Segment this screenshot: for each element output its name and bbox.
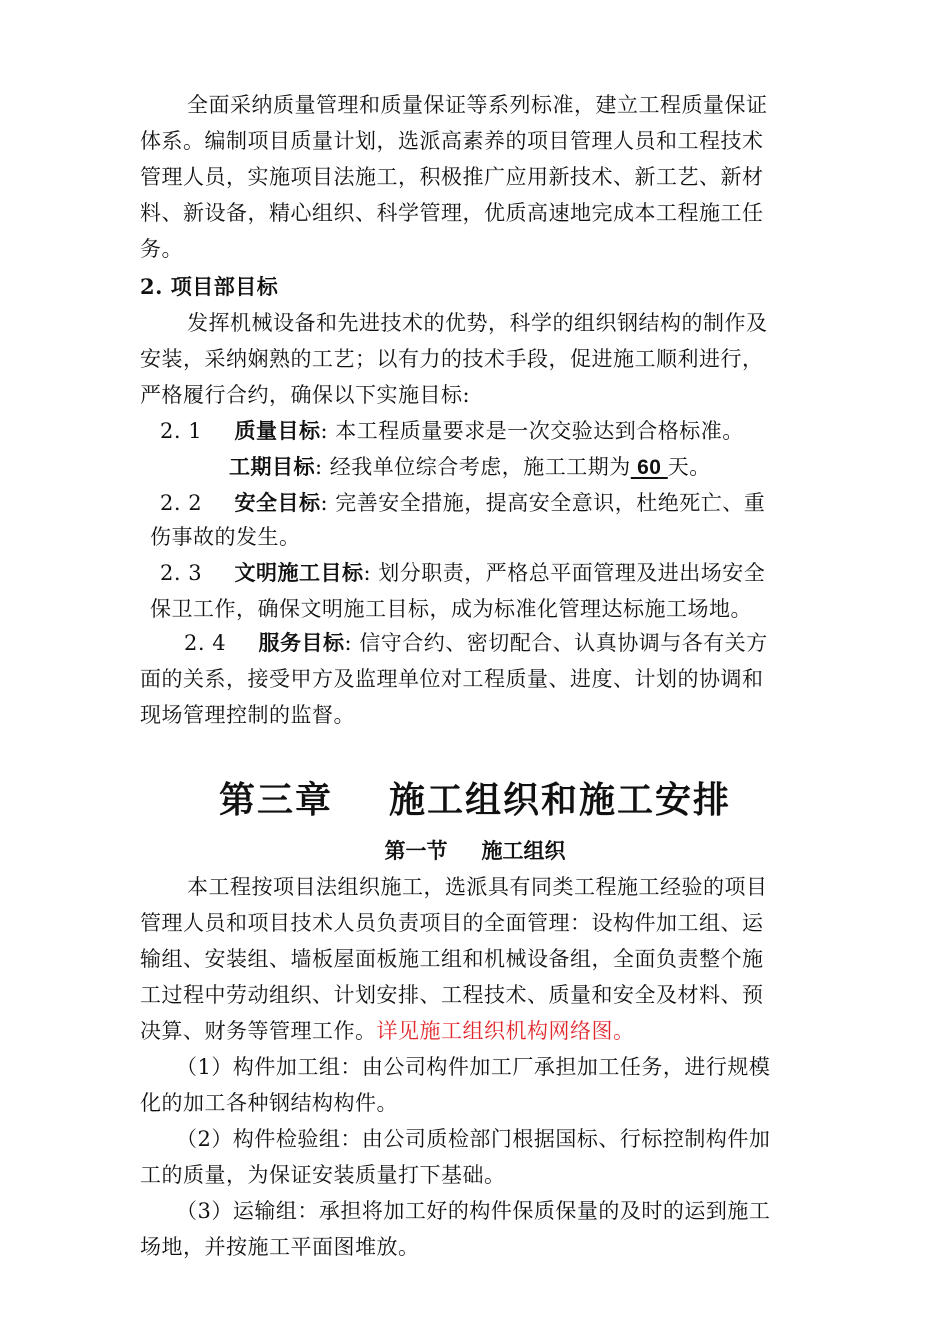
target-period: [229, 452, 711, 483]
target-label: 质量目标: [234, 418, 321, 443]
para3-line-2: 管理人员和项目技术人员负责项目的全面管理：设构件加工组、运: [140, 911, 764, 935]
target-text: 天。: [667, 455, 711, 479]
target-label: 工期目标: [229, 454, 315, 479]
para1-line-1: 全面采纳质量管理和质量保证等系列标准，建立工程质量保证: [187, 93, 768, 117]
chapter-name: 施工组织和施工安排: [389, 779, 732, 821]
heading-project-targets: 2. 项目部目标: [140, 274, 279, 299]
target-service-cont-1: 面的关系，接受甲方及监理单位对工程质量、进度、计划的协调和: [140, 667, 764, 691]
target-civilized: [160, 558, 765, 588]
item-inspection-line-1: （2）构件检验组：由公司质检部门根据国标、行标控制构件加: [176, 1127, 771, 1151]
para1-line-3: 管理人员，实施项目法施工，积极推广应用新技术、新工艺、新材: [140, 165, 764, 189]
org-chart-reference: 详见施工组织机构网络图。: [376, 1019, 635, 1043]
target-quality: [160, 416, 744, 446]
para3-line-3: 输组、安装组、墙板屋面板施工组和机械设备组，全面负责整个施: [140, 947, 764, 971]
item-inspection-line-2: 工的质量，为保证安装质量打下基础。: [140, 1163, 506, 1187]
para2-line-1: 发挥机械设备和先进技术的优势，科学的组织钢结构的制作及: [187, 311, 768, 335]
para3-line-1: 本工程按项目法组织施工，选派具有同类工程施工经验的项目: [187, 875, 768, 899]
target-text: : 本工程质量要求是一次交验达到合格标准。: [320, 419, 744, 443]
target-text: : 划分职责，严格总平面管理及进出场安全: [363, 561, 766, 585]
target-civilized-cont: 保卫工作，确保文明施工目标，成为标准化管理达标施工场地。: [150, 597, 752, 621]
target-text: : 信守合约、密切配合、认真协调与各有关方: [344, 631, 768, 655]
target-number: 2. 1: [160, 419, 203, 443]
para3-line-5: [140, 1016, 635, 1046]
para3-line-4: 工过程中劳动组织、计划安排、工程技术、质量和安全及材料、预: [140, 983, 764, 1007]
target-text: : 经我单位综合考虑，施工工期为: [315, 455, 631, 479]
target-text: : 完善安全措施，提高安全意识，杜绝死亡、重: [320, 491, 766, 515]
chapter-number: 第三章: [218, 779, 333, 821]
para3-text: 决算、财务等管理工作。: [140, 1019, 377, 1043]
target-label: 服务目标: [258, 630, 345, 655]
item-transport-line-1: （3）运输组：承担将加工好的构件保质保量的及时的运到施工: [176, 1199, 771, 1223]
target-safety-cont: 伤事故的发生。: [150, 525, 301, 549]
item-transport-line-2: 场地，并按施工平面图堆放。: [140, 1235, 420, 1259]
target-number: 2. 3: [160, 561, 203, 585]
target-service: [184, 628, 768, 658]
target-label: 安全目标: [234, 490, 321, 515]
para1-line-2: 体系。编制项目质量计划，选派高素养的项目管理人员和工程技术: [140, 129, 764, 153]
section-name: 施工组织: [481, 838, 566, 863]
item-processing-line-2: 化的加工各种钢结构构件。: [140, 1091, 398, 1115]
para2-line-2: 安装，采纳娴熟的工艺；以有力的技术手段，促进施工顺利进行，: [140, 347, 764, 371]
item-processing-line-1: （1）构件加工组：由公司构件加工厂承担加工任务，进行规模: [176, 1055, 771, 1079]
chapter-title: [0, 775, 950, 825]
target-safety: [160, 488, 765, 518]
target-number: 2. 4: [184, 631, 227, 655]
target-number: 2. 2: [160, 491, 203, 515]
para2-line-3: 严格履行合约，确保以下实施目标:: [140, 383, 471, 407]
target-label: 文明施工目标: [234, 560, 364, 585]
section-title: [0, 836, 950, 866]
section-number: 第一节: [384, 838, 448, 863]
para1-line-4: 料、新设备，精心组织、科学管理，优质高速地完成本工程施工任: [140, 201, 764, 225]
target-service-cont-2: 现场管理控制的监督。: [140, 703, 355, 727]
period-days: 60: [630, 456, 668, 479]
para1-line-5: 务。: [140, 237, 183, 261]
